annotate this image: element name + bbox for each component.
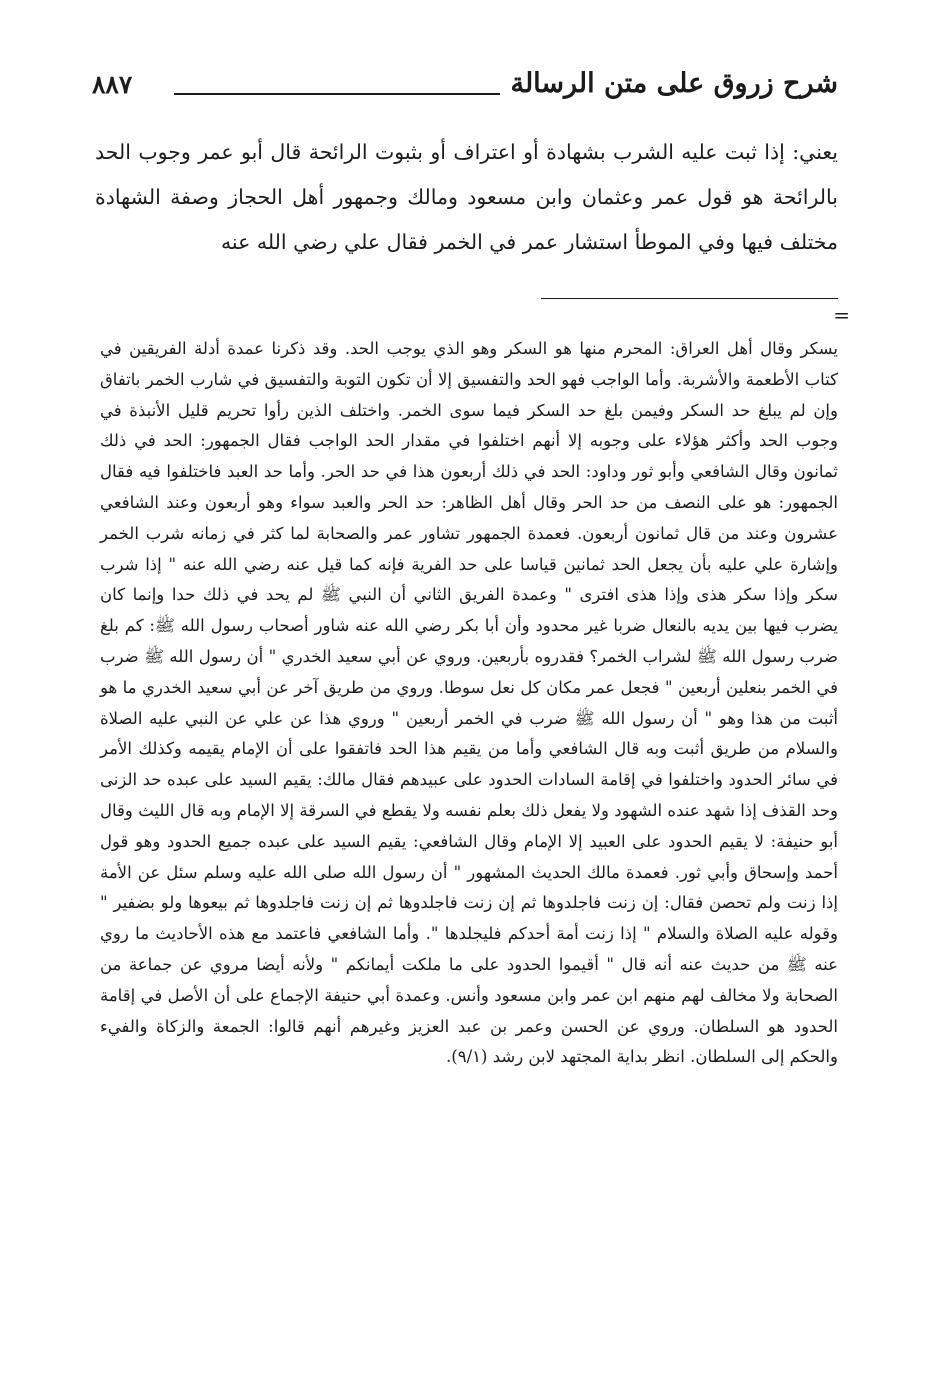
header-rule	[174, 93, 500, 95]
main-text-block	[95, 130, 838, 265]
footnote-separator	[541, 298, 838, 299]
footnote-continuation-mark: =	[833, 303, 850, 327]
main-paragraph: يعني: إذا ثبت عليه الشرب بشهادة أو اعتراف أو بثبوت الرائحة قال أبو عمر وجوب الحد بالرائحة هو قول عمر وعثمان وابن مسعود ومالك وجمهور أهل الحجاز وصفة الشهادة مختلف فيها وفي الموطأ استشار عمر في الخمر فقال علي رضي الله عنه	[95, 140, 838, 254]
page-header	[92, 62, 838, 110]
footnote-paragraph: يسكر وقال أهل العراق: المحرم منها هو السكر وهو الذي يوجب الحد. وقد ذكرنا عمدة أدلة الفريقين في كتاب الأطعمة والأشربة. وأما الواجب فهو الحد والتفسيق إلا أن تكون التوبة والتفسيق في شارب الخمر باتفاق وإن لم يبلغ حد السكر وفيمن بلغ حد السكر فيما سوى الخمر. واختلف الذين رأوا تحريم قليل الأنبذة في وجوب الحد وأكثر هؤلاء على وجوبه إلا أنهم اختلفوا في مقدار الحد الواجب فقال الجمهور: الحد في ذلك ثمانون وقال الشافعي وأبو ثور وداود: الحد في ذلك أربعون هذا في حد الحر. وأما حد العبد فاختلفوا فيه فقال الجمهور: هو على النصف من حد الحر وقال أهل الظاهر: حد الحر والعبد سواء وهو أربعون وعند الشافعي عشرون وعند من قال ثمانون أربعون. فعمدة الجمهور تشاور عمر والصحابة لما كثر في زمانه شرب الخمر وإشارة علي عليه بأن يجعل الحد ثمانين قياسا على حد الفرية فإنه كما قيل عنه رضي الله عنه " إذا شرب سكر وإذا سكر هذى وإذا هذى افترى " وعمدة الفريق الثاني أن النبي ﷺ لم يحد في ذلك حدا وإنما كان يضرب فيها بين يديه بالنعال ضربا غير محدود وأن أبا بكر رضي الله عنه شاور أصحاب رسول الله ﷺ: كم بلغ ضرب رسول الله ﷺ لشراب الخمر؟ فقدروه بأربعين. وروي عن أبي سعيد الخدري " أن رسول الله ﷺ ضرب في الخمر بنعلين أربعين " فجعل عمر مكان كل نعل سوطا. وروي من طريق آخر عن أبي سعيد الخدري ما هو أثبت من هذا وهو " أن رسول الله ﷺ ضرب في الخمر أربعين " وروي هذا عن علي عن النبي عليه الصلاة والسلام من طريق أثبت وبه قال الشافعي وأما من يقيم هذا الحد فاتفقوا على أن الإمام يقيمه وكذلك الأمر في سائر الحدود واختلفوا في إقامة السادات الحدود على عبيدهم فقال مالك: يقيم السيد على عبده حد الزنى وحد القذف إذا شهد عنده الشهود ولا يفعل ذلك بعلم نفسه ولا يقطع في السرقة إلا الإمام وبه قال الليث وقال أبو حنيفة: لا يقيم الحدود على العبيد إلا الإمام وقال الشافعي: يقيم السيد على عبده جميع الحدود وهو قول أحمد وإسحاق وأبي ثور. فعمدة مالك الحديث المشهور " أن رسول الله صلى الله عليه وسلم سئل عن الأمة إذا زنت ولم تحصن فقال: إن زنت فاجلدوها ثم إن زنت فاجلدوها ثم إن زنت فاجلدوها ثم بيعوها ولو بضفير " وقوله عليه الصلاة والسلام " إذا زنت أمة أحدكم فليجلدها ". وأما الشافعي فاعتمد مع هذه الأحاديث ما روي عنه ﷺ من حديث عنه أنه قال " أقيموا الحدود على ما ملكت أيمانكم " ولأنه أيضا مروي عن جماعة من الصحابة ولا مخالف لهم منهم ابن عمر وابن مسعود وأنس. وعمدة أبي حنيفة الإجماع على أن الأصل في إقامة الحدود هو السلطان. وروي عن الحسن وعمر بن عبد العزيز وغيرهم أنهم قالوا: الجمعة والزكاة والفيء والحكم إلى السلطان. انظر بداية المجتهد لابن رشد (٩/١).	[100, 339, 838, 1067]
footnote-block	[100, 334, 838, 1073]
running-title: شرح زروق على متن الرسالة	[510, 68, 838, 99]
page-number: ٨٨٧	[92, 70, 133, 99]
